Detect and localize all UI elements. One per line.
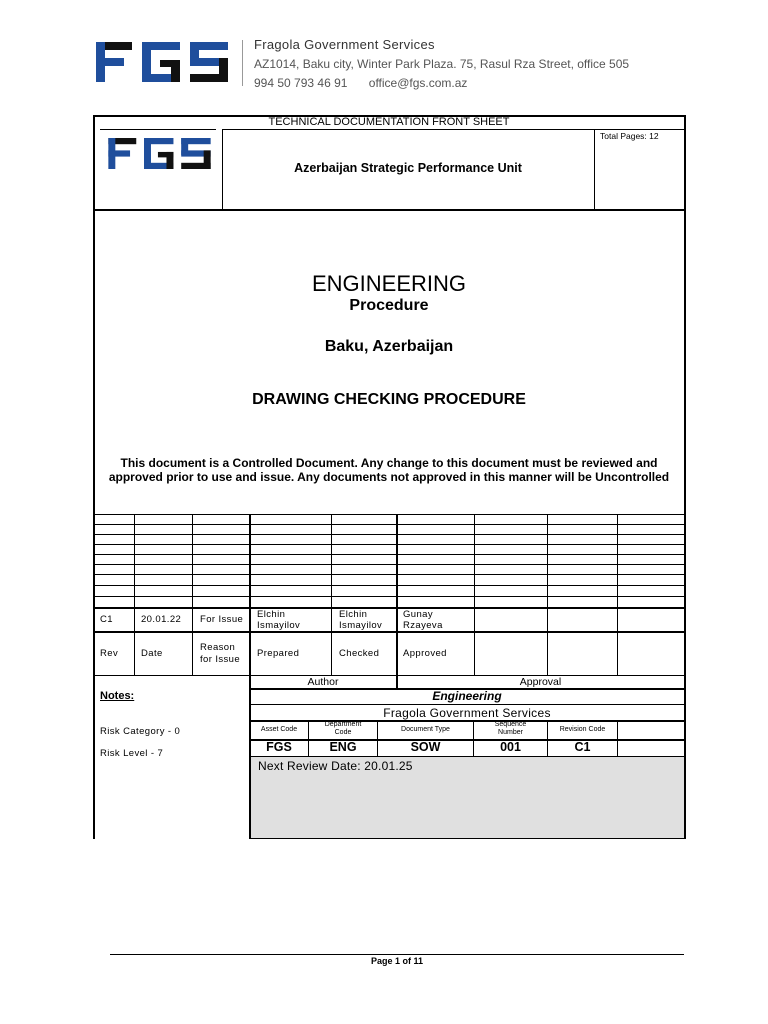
- document-type-value: SOW: [410, 740, 441, 754]
- letterhead-divider: [242, 40, 243, 86]
- letterhead-company: Fragola Government Services: [254, 37, 435, 52]
- risk-level: Risk Level - 7: [100, 748, 164, 759]
- date-header: Date: [141, 648, 163, 659]
- department-code-header-1: Department: [324, 721, 362, 728]
- approved-name-last: Rzayeva: [403, 620, 443, 631]
- sheet-unit: Azerbaijan Strategic Performance Unit: [294, 161, 522, 175]
- total-pages: Total Pages: 12: [600, 131, 659, 141]
- title-main: ENGINEERING: [311, 271, 467, 296]
- approved-header: Approved: [403, 648, 447, 659]
- letterhead-address: AZ1014, Baku city, Winter Park Plaza. 75, Rasul Rza Street, office 505: [254, 57, 630, 71]
- letterhead-contact: [254, 76, 467, 90]
- rev-date-value: 20.01.22: [141, 614, 182, 625]
- asset-code-header: Asset Code: [260, 726, 298, 733]
- rev-reason-value: For Issue: [200, 614, 244, 625]
- prepared-name-last: Ismayilov: [257, 620, 301, 631]
- revision-code-header: Revision Code: [559, 726, 606, 733]
- sheet-heading: TECHNICAL DOCUMENTATION FRONT SHEET: [268, 116, 510, 128]
- page-number: Page 1 of 11: [370, 956, 424, 966]
- reason-header-1: Reason: [200, 642, 236, 653]
- asset-code-value: FGS: [266, 740, 292, 754]
- author-label: Author: [307, 676, 339, 688]
- reason-header-2: for Issue: [200, 654, 241, 665]
- document-type-header: Document Type: [401, 726, 450, 733]
- sequence-header-2: Number: [498, 729, 523, 736]
- department-name: Engineering: [432, 689, 502, 703]
- department-code-value: ENG: [329, 740, 357, 754]
- doc-company: Fragola Government Services: [383, 706, 551, 720]
- next-review-date: Next Review Date: 20.01.25: [258, 759, 413, 773]
- location: Baku, Azerbaijan: [324, 338, 454, 355]
- department-code-header-2: Code: [334, 729, 352, 736]
- checked-name-last: Ismayilov: [339, 620, 383, 631]
- sequence-value: 001: [500, 740, 521, 754]
- prepared-header: Prepared: [257, 648, 300, 659]
- sequence-header-1: Sequence: [494, 721, 527, 728]
- letterhead-email: office@fgs.com.az: [368, 76, 468, 90]
- approval-label: Approval: [519, 676, 562, 688]
- doc-title: DRAWING CHECKING PROCEDURE: [252, 391, 526, 408]
- rev-header: Rev: [100, 648, 119, 659]
- approved-name-first: Gunay: [403, 609, 433, 620]
- checked-name-first: Elchin: [339, 609, 368, 620]
- checked-header: Checked: [339, 648, 380, 659]
- rev-value: C1: [100, 614, 113, 625]
- letterhead-phone: 994 50 793 46 91: [254, 76, 348, 90]
- prepared-name-first: Elchin: [257, 609, 286, 620]
- title-sub: Procedure: [349, 297, 429, 314]
- controlled-notice: This document is a Controlled Document. Any change to this document must be reviewed and approved prior to use and issue. Any documents not approved in this manner will be Uncontrolled: [108, 456, 670, 484]
- notes-label: Notes:: [100, 690, 135, 702]
- fgs-logo: [96, 42, 228, 82]
- sheet-fgs-logo: [108, 138, 211, 169]
- footer-rule: [110, 954, 684, 955]
- risk-category: Risk Category - 0: [100, 726, 181, 737]
- revision-code-value: C1: [574, 740, 591, 754]
